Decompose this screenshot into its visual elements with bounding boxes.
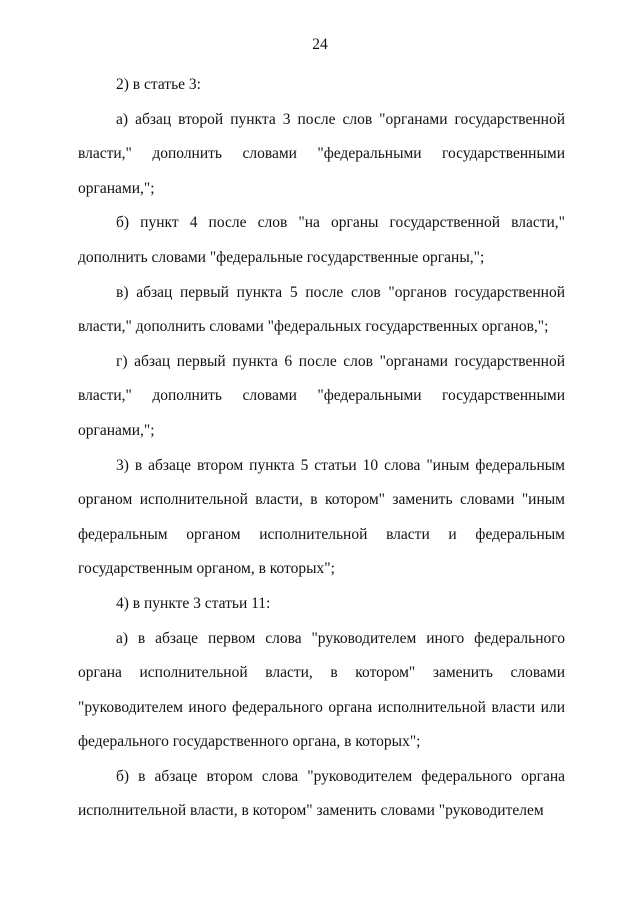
paragraph-11b: б) в абзаце втором слова "руководителем федерального органа исполнительной власти, в котором" заменить словами "руководителем <box>78 767 565 820</box>
paragraph-11a: а) в абзаце первом слова "руководителем иного федерального органа исполнительной власти, в котором" заменить словами "руководителем иного федерального органа исполнительной власти или федерального государственного органа, в которых"; <box>78 629 565 751</box>
paragraph-3d: г) абзац первый пункта 6 после слов "органами государственной власти," дополнить словами "федеральными государственными органами,"; <box>78 352 565 439</box>
document-body <box>78 68 565 829</box>
paragraph-article-3-intro: 2) в статье 3: <box>116 76 201 93</box>
paragraph-article-11-intro: 4) в пункте 3 статьи 11: <box>116 594 271 612</box>
paragraph-3a: а) абзац второй пункта 3 после слов "органами государственной власти," дополнить словами "федеральными государственными органами,"; <box>78 110 565 197</box>
paragraph-3c: в) абзац первый пункта 5 после слов "органов государственной власти," дополнить словами "федеральных государственных органов,"; <box>78 283 565 336</box>
paragraph-3b: б) пункт 4 после слов "на органы государственной власти," дополнить словами "федеральные государственные органы,"; <box>78 214 565 266</box>
paragraph-article-10: 3) в абзаце втором пункта 5 статьи 10 слова "иным федеральным органом исполнительной власти, в котором" заменить словами "иным федеральным органом исполнительной власти и федеральным государственным органом, в которых"; <box>78 456 565 578</box>
page-number: 24 <box>312 36 328 53</box>
